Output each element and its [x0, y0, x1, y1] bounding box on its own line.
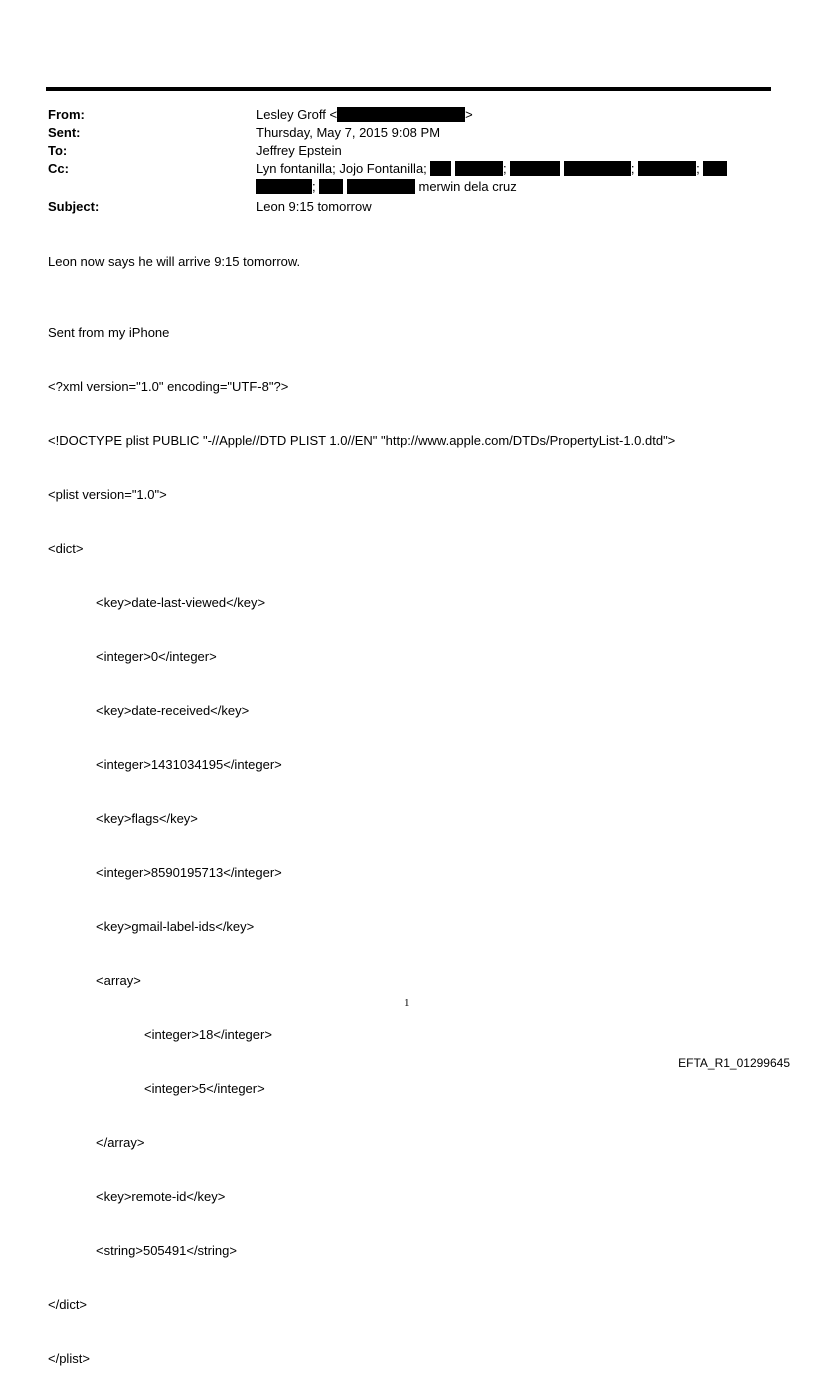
xml-line: <integer>18</integer> — [144, 1027, 272, 1042]
redaction-box — [510, 161, 560, 176]
xml-line: <integer>5</integer> — [144, 1081, 265, 1096]
redaction-box — [347, 179, 415, 194]
xml-line: <integer>8590195713</integer> — [96, 865, 282, 880]
xml-line: <dict> — [48, 541, 84, 556]
xml-line: <integer>1431034195</integer> — [96, 757, 282, 772]
cc-names: Lyn fontanilla; Jojo Fontanilla; — [256, 161, 427, 176]
from-label: From: — [48, 107, 85, 122]
subject-value: Leon 9:15 tomorrow — [256, 199, 372, 214]
to-value: Jeffrey Epstein — [256, 143, 342, 158]
xml-line: <array> — [96, 973, 141, 988]
xml-line: <!DOCTYPE plist PUBLIC "-//Apple//DTD PLIST 1.0//EN" "http://www.apple.com/DTDs/PropertyList-1.0.dtd"> — [48, 433, 676, 448]
cc-value-line2 — [256, 179, 517, 194]
redaction-box — [638, 161, 696, 176]
header-rule — [46, 87, 771, 91]
xml-line: <plist version="1.0"> — [48, 487, 167, 502]
redaction-box — [430, 161, 451, 176]
bates-stamp: EFTA_R1_01299645 — [678, 1056, 790, 1070]
redaction-box — [319, 179, 343, 194]
to-label: To: — [48, 143, 68, 158]
from-suffix: > — [465, 107, 473, 122]
xml-line: <string>505491</string> — [96, 1243, 237, 1258]
redaction-box — [455, 161, 503, 176]
xml-line: </plist> — [48, 1351, 90, 1366]
cc-separator: ; — [312, 179, 316, 194]
message-text: Leon now says he will arrive 9:15 tomorrow. — [48, 254, 301, 269]
xml-line: <key>remote-id</key> — [96, 1189, 226, 1204]
cc-label: Cc: — [48, 161, 69, 176]
sent-value: Thursday, May 7, 2015 9:08 PM — [256, 125, 441, 140]
cc-separator: ; — [503, 161, 507, 176]
cc-separator: ; — [696, 161, 700, 176]
cc-value-line1 — [256, 161, 727, 176]
from-name: Lesley Groff < — [256, 107, 338, 122]
xml-line: <key>gmail-label-ids</key> — [96, 919, 255, 934]
xml-line: </array> — [96, 1135, 145, 1150]
cc-last-name: merwin dela cruz — [418, 179, 517, 194]
cc-separator: ; — [630, 161, 635, 176]
xml-line: <integer>0</integer> — [96, 649, 217, 664]
from-value — [256, 107, 473, 122]
signature: Sent from my iPhone — [48, 325, 170, 340]
xml-line: <key>flags</key> — [96, 811, 198, 826]
redaction-box — [256, 179, 312, 194]
xml-line: <key>date-last-viewed</key> — [96, 595, 266, 610]
redaction-box — [703, 161, 727, 176]
redaction-box — [564, 161, 631, 176]
message-body-block — [48, 288, 675, 1386]
redaction-box — [337, 107, 465, 122]
page-number: 1 — [404, 997, 410, 1009]
xml-line: <key>date-received</key> — [96, 703, 250, 718]
xml-line: </dict> — [48, 1297, 88, 1312]
xml-line: <?xml version="1.0" encoding="UTF-8"?> — [48, 379, 289, 394]
sent-label: Sent: — [48, 125, 81, 140]
subject-label: Subject: — [48, 199, 100, 214]
